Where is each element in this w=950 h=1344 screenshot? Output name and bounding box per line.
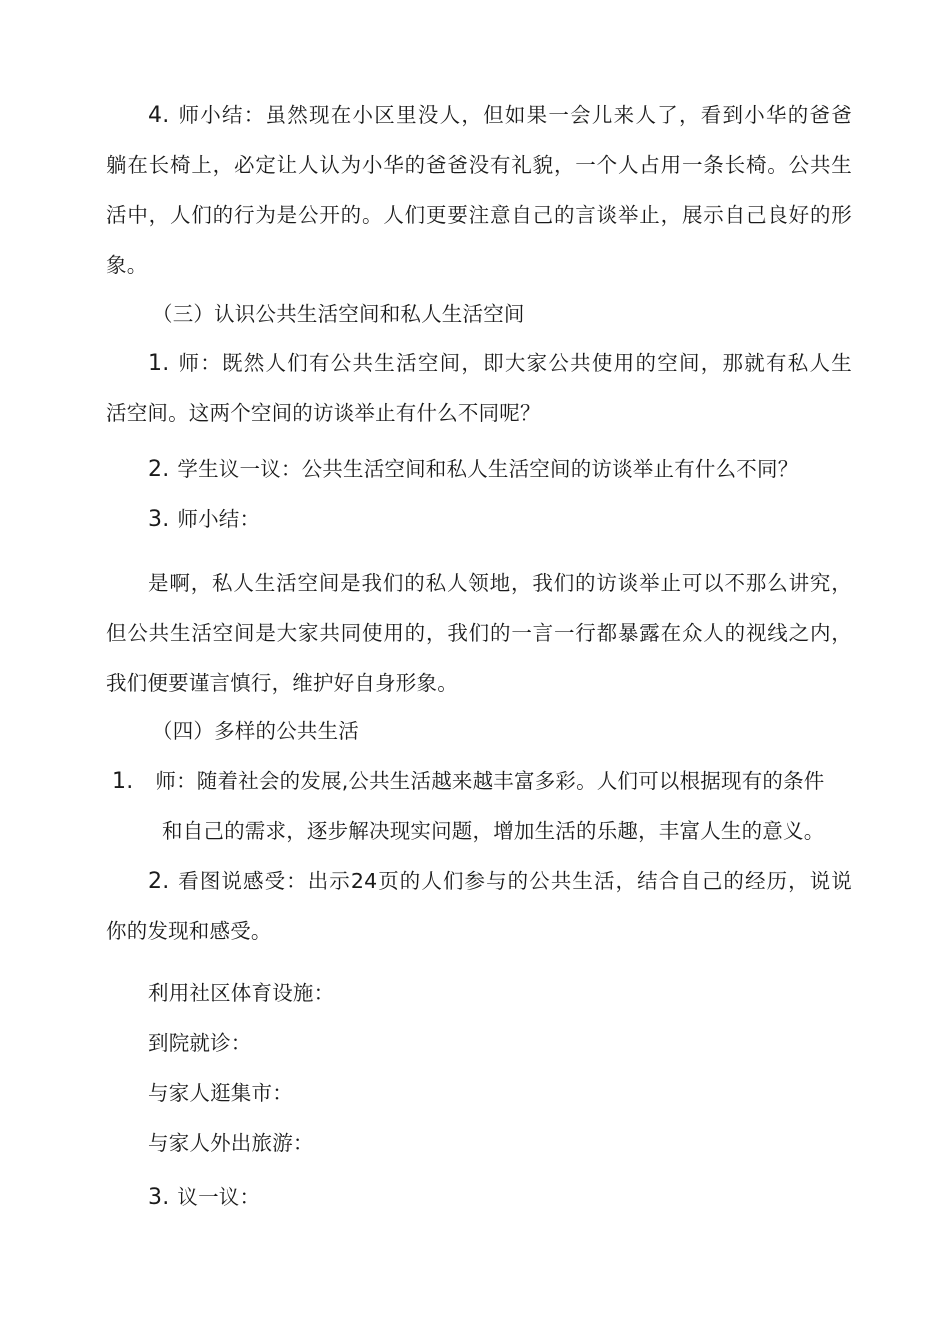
- list-number: 3.: [148, 1185, 170, 1210]
- paragraph-line: [148, 100, 852, 131]
- list-number: 1.: [148, 351, 170, 376]
- paragraph-line: [148, 504, 260, 535]
- paragraph-text: 看图说感受：出示24页的人们参与的公共生活，结合自己的经历，说说: [177, 869, 852, 893]
- paragraph-text: 学生议一议：公共生活空间和私人生活空间的访谈举止有什么不同？: [177, 457, 799, 481]
- list-number: 4.: [148, 103, 170, 128]
- paragraph-line: 利用社区体育设施：: [148, 981, 335, 1005]
- paragraph-line: 和自己的需求，逐步解决现实问题，增加生活的乐趣，丰富人生的意义。: [162, 819, 825, 843]
- paragraph-line: [148, 1182, 260, 1213]
- paragraph-line: 我们便要谨言慎行，维护好自身形象。: [106, 671, 458, 695]
- list-number: 1.: [112, 769, 134, 794]
- paragraph-line: 活中，人们的行为是公开的。人们更要注意自己的言谈举止，展示自己良好的形: [106, 203, 852, 227]
- paragraph-line: 活空间。这两个空间的访谈举止有什么不同呢？: [106, 401, 541, 425]
- paragraph-text: 师小结：: [177, 507, 261, 531]
- paragraph-line: 躺在长椅上，必定让人认为小华的爸爸没有礼貌，一个人占用一条长椅。公共生: [106, 153, 852, 177]
- paragraph-line: [148, 348, 852, 379]
- paragraph-line: 你的发现和感受。: [106, 919, 272, 943]
- list-number: 2.: [148, 869, 170, 894]
- paragraph-line: 但公共生活空间是大家共同使用的，我们的一言一行都暴露在众人的视线之内，: [106, 621, 852, 645]
- paragraph-text: 师：既然人们有公共生活空间，即大家公共使用的空间，那就有私人生: [177, 351, 852, 375]
- paragraph-text: 议一议：: [177, 1185, 261, 1209]
- paragraph-text: 师：随着社会的发展,公共生活越来越丰富多彩。人们可以根据现有的条件: [155, 769, 825, 793]
- paragraph-line: 象。: [106, 253, 148, 277]
- paragraph-line: 与家人逛集市：: [148, 1081, 293, 1105]
- paragraph-line: 是啊，私人生活空间是我们的私人领地，我们的访谈举止可以不那么讲究，: [148, 571, 852, 595]
- paragraph-line: 与家人外出旅游：: [148, 1131, 314, 1155]
- section-heading: （三）认识公共生活空间和私人生活空间: [152, 302, 525, 326]
- list-number: 3.: [148, 507, 170, 532]
- paragraph-line: [148, 866, 852, 897]
- paragraph-line: 到院就诊：: [148, 1031, 252, 1055]
- paragraph-text: 师小结：虽然现在小区里没人，但如果一会儿来人了，看到小华的爸爸: [177, 103, 852, 127]
- section-heading: （四）多样的公共生活: [152, 719, 359, 743]
- paragraph-line: [148, 454, 798, 485]
- paragraph-line: [112, 766, 825, 797]
- list-number: 2.: [148, 457, 170, 482]
